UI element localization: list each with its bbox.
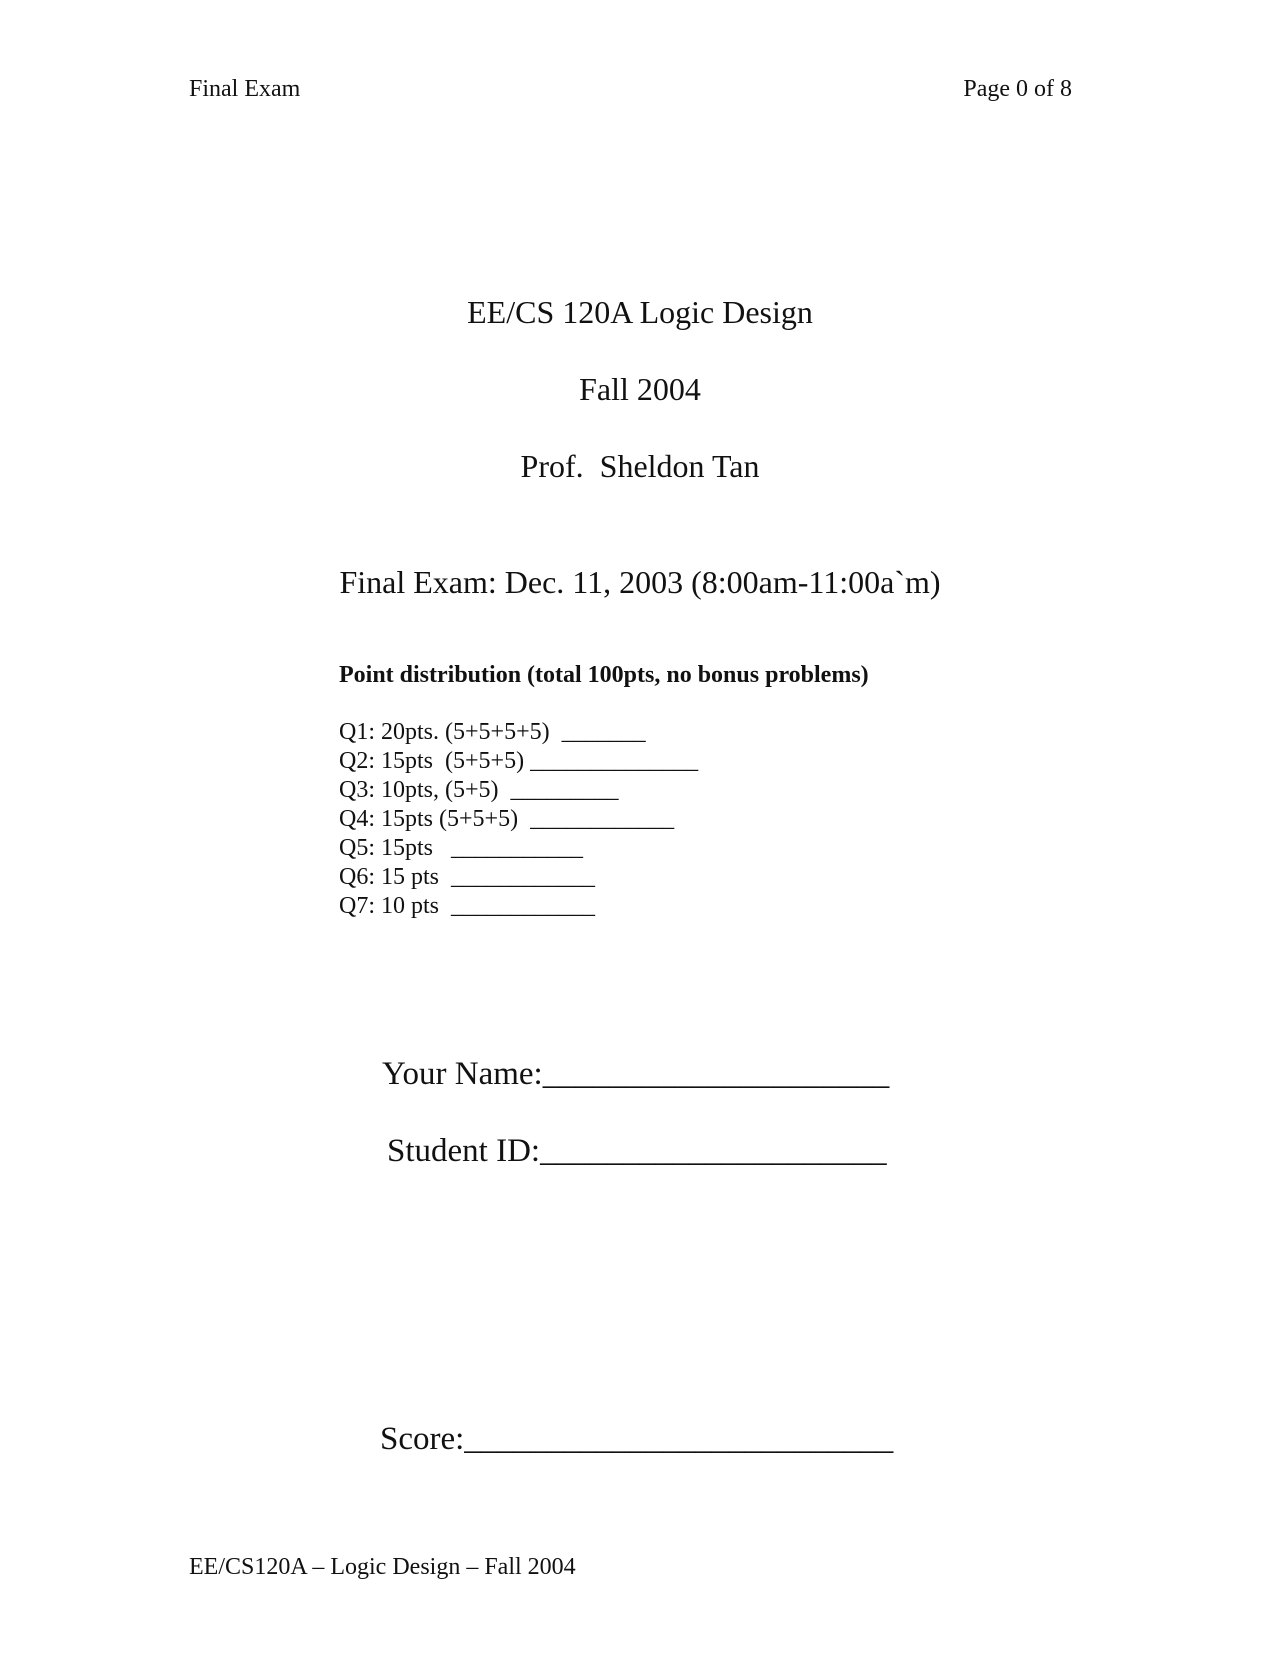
header-left: Final Exam [189, 76, 301, 102]
points-item: Q5: 15pts ___________ [339, 835, 584, 861]
points-item: Q7: 10 pts ____________ [339, 893, 596, 919]
points-item: Q2: 15pts (5+5+5) ______________ [339, 748, 699, 774]
exam-date: Final Exam: Dec. 11, 2003 (8:00am-11:00a`m) [339, 564, 941, 600]
points-item: Q1: 20pts. (5+5+5+5) _______ [339, 719, 646, 745]
points-item: Q4: 15pts (5+5+5) ____________ [339, 806, 675, 832]
points-item: Q3: 10pts, (5+5) _________ [339, 777, 619, 803]
header-page-number: Page 0 of 8 [963, 76, 1072, 102]
student-id-field: Student ID:_____________________ [387, 1133, 887, 1169]
points-item: Q6: 15 pts ____________ [339, 864, 596, 890]
points-heading: Point distribution (total 100pts, no bonus problems) [339, 662, 869, 688]
professor: Prof. Sheldon Tan [520, 448, 760, 484]
term: Fall 2004 [579, 371, 701, 407]
score-field: Score:__________________________ [380, 1421, 894, 1457]
name-field: Your Name:_____________________ [382, 1056, 890, 1092]
footer: EE/CS120A – Logic Design – Fall 2004 [189, 1554, 576, 1580]
course-title: EE/CS 120A Logic Design [467, 294, 813, 330]
points-list [339, 718, 698, 921]
